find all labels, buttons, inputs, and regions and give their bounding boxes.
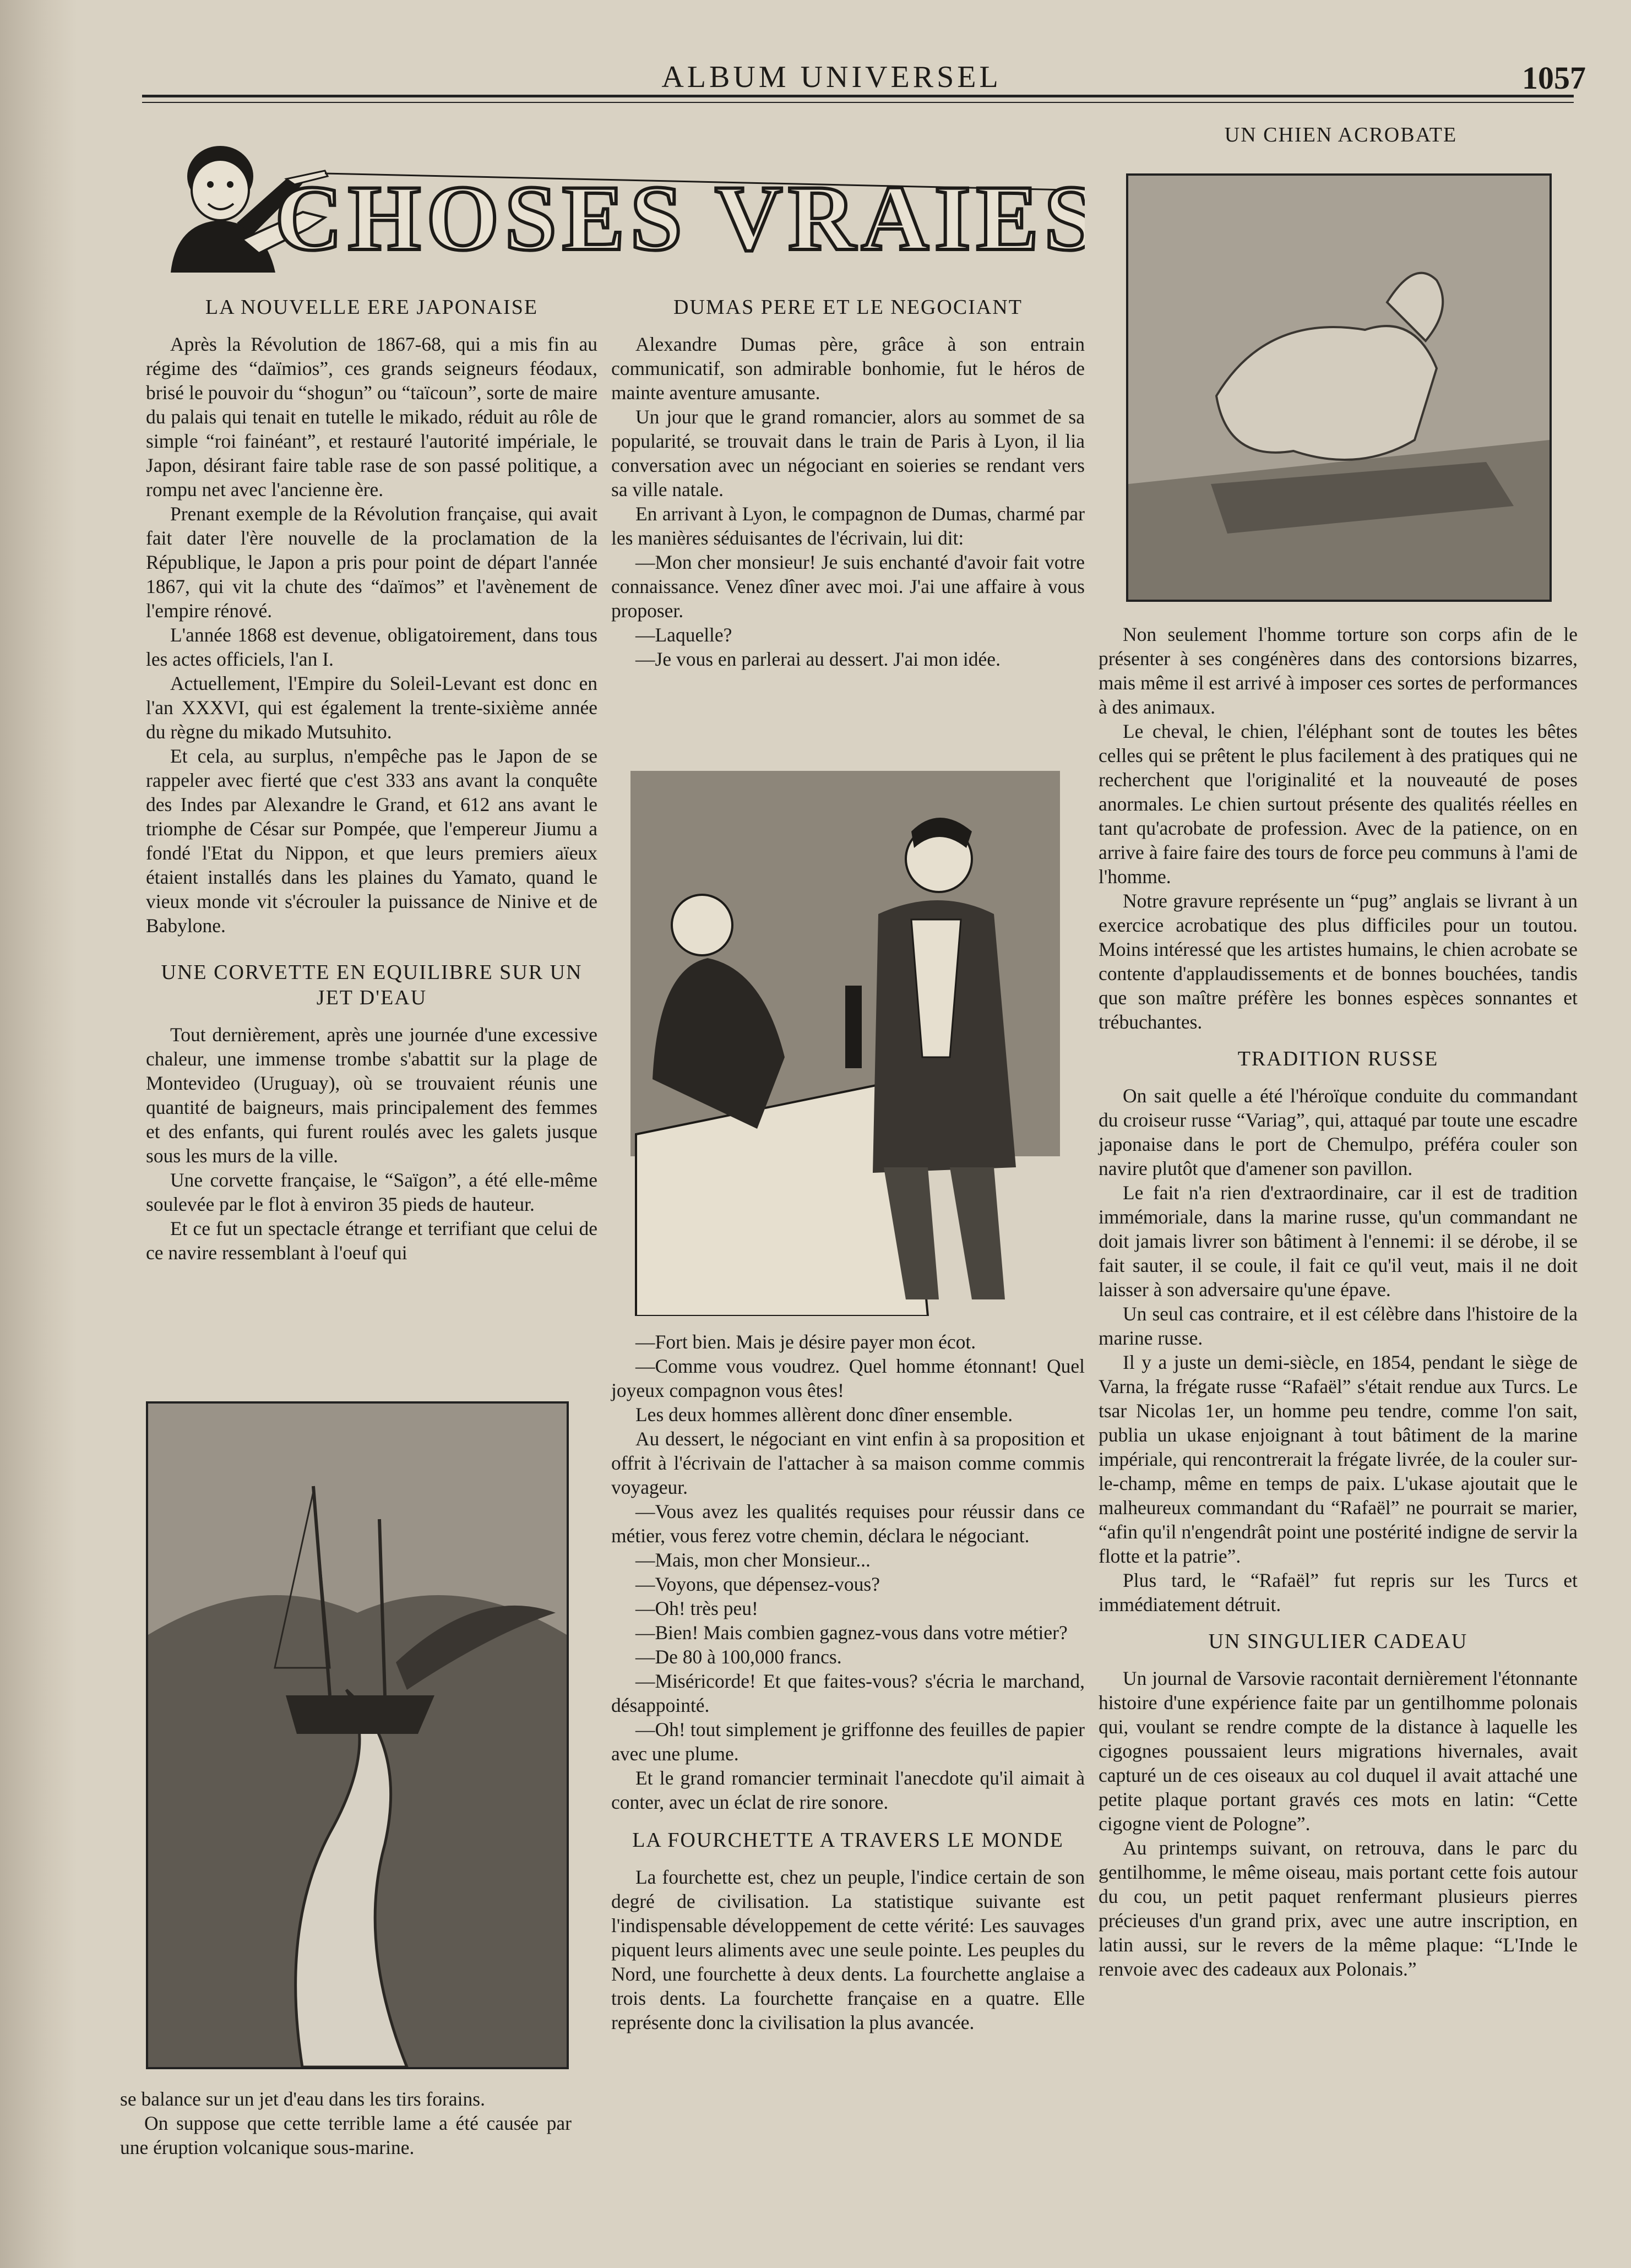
page-header-title: ALBUM UNIVERSEL	[661, 60, 1002, 94]
column-2-bottom	[611, 1330, 1085, 2035]
article-paragraph: Alexandre Dumas père, grâce à son entrain communicatif, son admirable bonhomie, fut le héros de mainte aventure amusante.	[611, 333, 1085, 404]
article-paragraph: Tout dernièrement, après une journée d'une excessive chaleur, une immense trombe s'abattit sur la plage de Montevideo (Uruguay), où se trouvaient réunis une quantité de baigneurs, mais principalement des femmes et des enfants, qui furent roulés avec les galets jusque sous les murs de la ville.	[146, 1024, 597, 1167]
article-paragraph: Au dessert, le négociant en vint enfin à sa proposition et offrit à l'écrivain de l'attacher à sa maison comme commis voyageur.	[611, 1428, 1085, 1498]
article-paragraph: Notre gravure représente un “pug” anglais se livrant à un exercice acrobatique des plus difficiles pour un toutou. Moins intéressé que les artistes humains, le chien acrobate se contente d'applaudissements et de bonnes bouchées, tandis que son maître préfère les bonnes espèces sonnantes et trébuchantes.	[1099, 890, 1578, 1033]
page-number: 1057	[1522, 60, 1586, 96]
column-3	[1099, 622, 1578, 1981]
article-title-corvette: UNE CORVETTE EN EQUILIBRE SUR UN JET D'EAU	[161, 961, 583, 1009]
article-paragraph: En arrivant à Lyon, le compagnon de Dumas, charmé par les manières séduisantes de l'écrivain, lui dit:	[611, 503, 1085, 549]
article-paragraph: Un jour que le grand romancier, alors au sommet de sa popularité, se trouvait dans le train de Paris à Lyon, il lia conversation avec un négociant en soieries se rendant vers sa ville natale.	[611, 406, 1085, 501]
article-paragraph: —Fort bien. Mais je désire payer mon écot.	[635, 1331, 976, 1353]
article-paragraph: se balance sur un jet d'eau dans les tirs forains.	[120, 2088, 485, 2110]
article-paragraph: Et ce fut un spectacle étrange et terrifiant que celui de ce navire ressemblant à l'oeuf qui	[146, 1217, 597, 1264]
article-paragraph: La fourchette est, chez un peuple, l'indice certain de son degré de civilisation. La statistique suivante est l'indispensable développement de cette vérité: Les sauvages piquent leurs aliments avec une seule pointe. Les peuples du Nord, une fourchette à deux dents. La fourchette anglaise a trois dents. La fourchette française en a quatre. Elle représente donc la civilisation la plus avancée.	[611, 1866, 1085, 2033]
article-title-cadeau: UN SINGULIER CADEAU	[1208, 1630, 1468, 1653]
article-paragraph: Prenant exemple de la Révolution française, qui avait fait dater l'ère nouvelle de la proclamation de la République, le Japon a pris pour point de départ l'année 1867, qui vit la chute des “daïmos” et l'avènement de l'empire rénové.	[146, 503, 597, 622]
article-paragraph: —Mais, mon cher Monsieur...	[635, 1549, 871, 1571]
article-paragraph: Un journal de Varsovie racontait dernièrement l'étonnante histoire d'une expérience faite par un gentilhomme polonais qui, voulant se rendre compte de la distance à laquelle les cigognes poussaient leurs migrations hivernales, avait capturé un de ces oiseaux au col duquel il avait attaché une petite plaque portant gravés ces mots en latin: “Cette cigogne vient de Pologne”.	[1099, 1667, 1578, 1835]
article-paragraph: —Vous avez les qualités requises pour réussir dans ce métier, vous ferez votre chemin, déclara le négociant.	[611, 1500, 1085, 1547]
article-paragraph: —Miséricorde! Et que faites-vous? s'écria le marchand, désappointé.	[611, 1670, 1085, 1716]
page-spine-shadow	[0, 0, 77, 2268]
banner-title: CHOSES VRAIES	[275, 166, 1085, 270]
article-paragraph: On suppose que cette terrible lame a été causée par une éruption volcanique sous-marine.	[120, 2112, 572, 2158]
dumas-illustration	[619, 771, 1071, 1316]
article-paragraph: On sait quelle a été l'héroïque conduite du commandant du croiseur russe “Variag”, qui, attaqué par toute une escadre japonaise dans le port de Chemulpo, préféra couler son navire plutôt que d'amener son pavillon.	[1099, 1085, 1578, 1179]
article-paragraph: Les deux hommes allèrent donc dîner ensemble.	[635, 1404, 1013, 1426]
article-paragraph: Non seulement l'homme torture son corps afin de le présenter à ses congénères dans des contorsions bizarres, mais même il est arrivé à imposer ces sortes de performances à des animaux.	[1099, 623, 1578, 718]
article-paragraph: L'année 1868 est devenue, obligatoirement, dans tous les actes officiels, l'an I.	[146, 624, 597, 670]
dog-photo	[1126, 173, 1552, 602]
ship-illustration	[146, 1401, 569, 2069]
article-paragraph: —Mon cher monsieur! Je suis enchanté d'avoir fait votre connaissance. Venez dîner avec moi. J'ai une affaire à vous proposer.	[611, 551, 1085, 622]
article-paragraph: —Oh! tout simplement je griffonne des feuilles de papier avec une plume.	[611, 1718, 1085, 1765]
two-men-dining-icon	[619, 771, 1071, 1316]
article-paragraph: Une corvette française, le “Saïgon”, a été elle-même soulevée par le flot à environ 35 pieds de hauteur.	[146, 1169, 597, 1215]
column-2-top	[611, 295, 1085, 671]
header-rule	[142, 95, 1574, 103]
article-title-fourchette: LA FOURCHETTE A TRAVERS LE MONDE	[632, 1829, 1064, 1852]
article-title-tradition: TRADITION RUSSE	[1237, 1047, 1439, 1070]
article-paragraph: —De 80 à 100,000 francs.	[635, 1646, 842, 1668]
article-paragraph: Plus tard, le “Rafaël” fut repris sur les Turcs et immédiatement détruit.	[1099, 1569, 1578, 1616]
article-paragraph: —Voyons, que dépensez-vous?	[635, 1573, 880, 1595]
article-paragraph: Et cela, au surplus, n'empêche pas le Japon de se rappeler avec fierté que c'est 333 ans avant la conquête des Indes par Alexandre le Grand, et 612 ans avant le triomphe de César sur Pompée, que l'empereur Jiumu a fondé l'Etat du Nippon, et que leurs premiers aïeux étaient installés dans les plaines du Yamato, quand le vieux monde vit s'écrouler la puissance de Ninive et de Babylone.	[146, 745, 597, 937]
article-title-chien: UN CHIEN ACROBATE	[1224, 123, 1458, 146]
article-paragraph: —Laquelle?	[635, 624, 732, 646]
article-paragraph: Il y a juste un demi-siècle, en 1854, pendant le siège de Varna, la frégate russe “Rafaël” s'était rendue aux Turcs. Le tsar Nicolas 1er, un homme peu tendre, comme l'on sait, publia un ukase enjoignant à tout bâtiment de la marine impériale, qui rencontrerait la frégate livrée, de la couler sur-le-champ, même en temps de paix. L'ukase ajoutait que le malheureux commandant du “Rafaël” ne pourrait se marier, “afin qu'il n'engendrât point une postérité indigne de servir la flotte et la patrie”.	[1099, 1351, 1578, 1567]
article-paragraph: Au printemps suivant, on retrouva, dans le parc du gentilhomme, le même oiseau, mais portant cette fois autour du cou, un petit paquet renfermant plusieurs pierres précieuses d'un grand prix, avec une autre inscription, en latin aussi, sur le revers de la même plaque: “L'Inde le renvoie avec des cadeaux aux Polonais.”	[1099, 1837, 1578, 1980]
article-title-dumas: DUMAS PERE ET LE NEGOCIANT	[673, 296, 1023, 319]
article-paragraph: Et le grand romancier terminait l'anecdote qu'il aimait à conter, avec un éclat de rire sonore.	[611, 1767, 1085, 1813]
article-paragraph: —Comme vous voudrez. Quel homme étonnant! Quel joyeux compagnon vous êtes!	[611, 1355, 1085, 1401]
column-1	[146, 295, 597, 1265]
column-1-continued	[120, 2087, 572, 2160]
article-paragraph: Le cheval, le chien, l'éléphant sont de toutes les bêtes celles qui se prêtent le plus facilement à des pratiques qui ne recherchent que l'originalité et la nouveauté de poses anormales. Le chien surtout présente des qualités réelles en tant qu'acrobate de profession. Avec de la patience, on en arrive à faire faire des tours de force peu communs à l'ami de l'homme.	[1099, 720, 1578, 888]
article-paragraph: Le fait n'a rien d'extraordinaire, car il est de tradition immémoriale, dans la marine russe, qu'un commandant ne doit jamais livrer son bâtiment à l'ennemi: il se dérobe, il se fait sauter, il se coule, il fait ce qu'il veut, mais il ne doit laisser à son adversaire qu'une épave.	[1099, 1182, 1578, 1301]
article-paragraph: Actuellement, l'Empire du Soleil-Levant est donc en l'an XXXVI, qui est également la trente-sixième année du règne du mikado Mutsuhito.	[146, 672, 597, 743]
article-paragraph: —Je vous en parlerai au dessert. J'ai mon idée.	[635, 648, 1001, 670]
banner-illustration	[160, 129, 1085, 278]
boy-pointing-icon	[160, 129, 1085, 278]
article-paragraph: Après la Révolution de 1867-68, qui a mis fin au régime des “daïmios”, ces grands seigneurs féodaux, brisé le pouvoir du “shogun” ou “taïcoun”, sorte de maire du palais qui tenait en tutelle le mikado, réduit au rôle de simple “roi fainéant”, et restauré l'autorité impériale, le Japon, désirant faire table rase de son passé politique, a rompu net avec l'ancienne ère.	[146, 333, 597, 501]
article-paragraph: —Bien! Mais combien gagnez-vous dans votre métier?	[635, 1622, 1068, 1644]
article-paragraph: Un seul cas contraire, et il est célèbre dans l'histoire de la marine russe.	[1099, 1303, 1578, 1349]
article-paragraph: —Oh! très peu!	[635, 1597, 758, 1619]
ship-on-waterspout-icon	[148, 1404, 567, 2067]
column-3-header	[1101, 122, 1580, 160]
article-title-nouvelle-ere: LA NOUVELLE ERE JAPONAISE	[205, 296, 539, 319]
acrobat-dog-icon	[1128, 176, 1550, 600]
